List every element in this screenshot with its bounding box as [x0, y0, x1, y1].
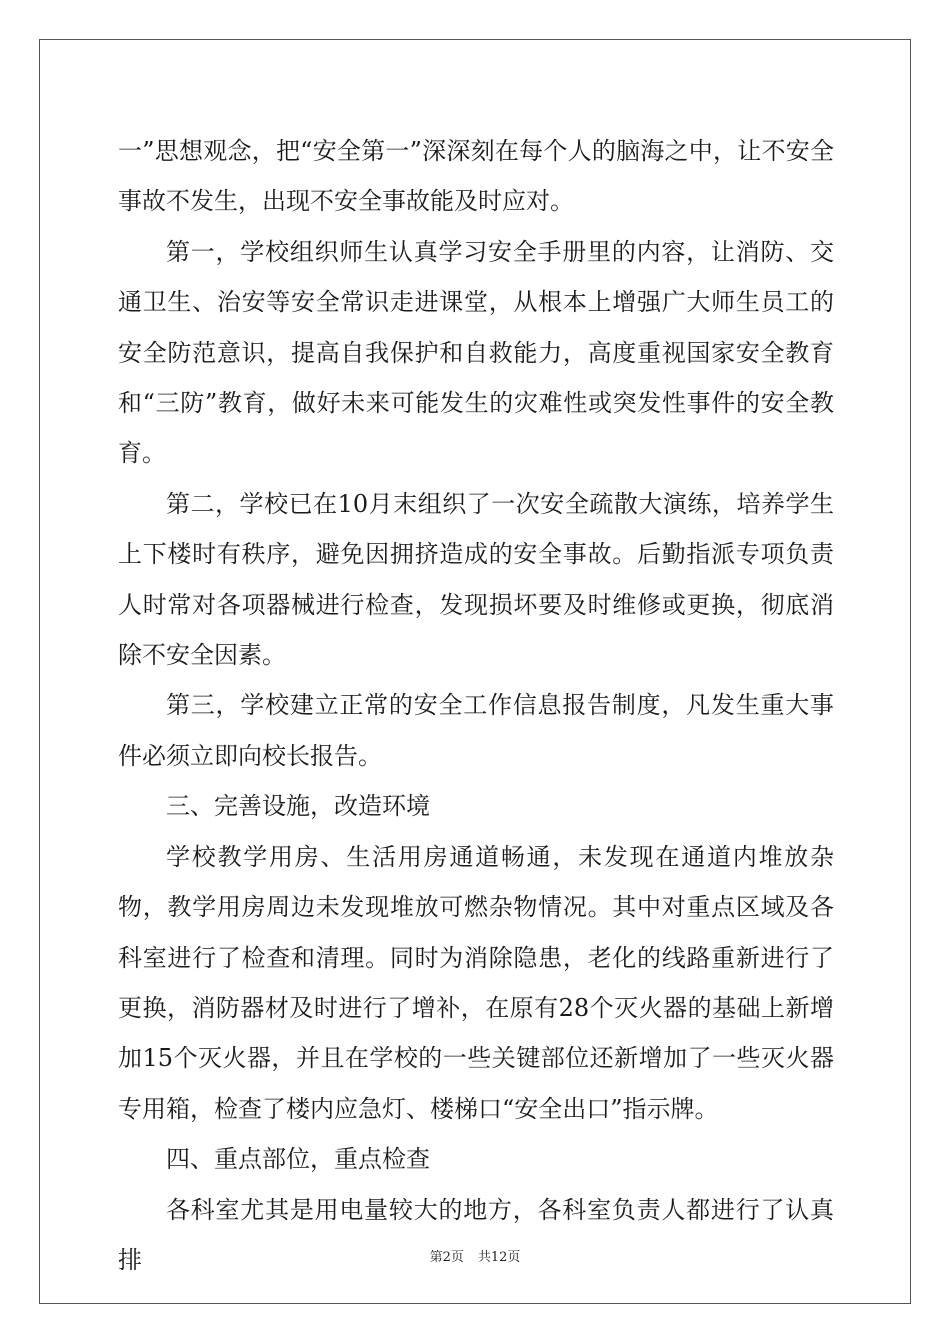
document-body	[118, 126, 834, 1285]
page-footer	[0, 1246, 950, 1265]
paragraph: 学校教学用房、生活用房通道畅通，未发现在通道内堆放杂物，教学用房周边未发现堆放可燃杂物情况。其中对重点区域及各科室进行了检查和清理。同时为消除隐患，老化的线路重新进行了更换，消防器材及时进行了增补，在原有28个灭火器的基础上新增加15个灭火器，并且在学校的一些关键部位还新增加了一些灭火器专用箱，检查了楼内应急灯、楼梯口“安全出口”指示牌。	[118, 842, 834, 1123]
section-heading: 四、重点部位，重点检查	[166, 1145, 430, 1174]
paragraph: 第三，学校建立正常的安全工作信息报告制度，凡发生重大事件必须立即向校长报告。	[118, 691, 834, 770]
page-total: 共12页	[477, 1250, 521, 1265]
paragraph: 第一，学校组织师生认真学习安全手册里的内容，让消防、交通卫生、治安等安全常识走进课堂，从根本上增强广大师生员工的安全防范意识，提高自我保护和自救能力，高度重视国家安全教育和“三防”教育，做好未来可能发生的灾难性或突发性事件的安全教育。	[118, 237, 834, 468]
paragraph: 第二，学校已在10月末组织了一次安全疏散大演练，培养学生上下楼时有秩序，避免因拥挤造成的安全事故。后勤指派专项负责人时常对各项器械进行检查，发现损坏要及时维修或更换，彻底消除不安全因素。	[118, 489, 834, 670]
paragraph: 各科室尤其是用电量较大的地方，各科室负责人都进行了认真排	[118, 1195, 834, 1274]
paragraph: 一”思想观念，把“安全第一”深深刻在每个人的脑海之中，让不安全事故不发生，出现不安全事故能及时应对。	[118, 137, 834, 216]
section-heading: 三、完善设施，改造环境	[166, 792, 430, 821]
page-number: 第2页	[429, 1250, 464, 1265]
